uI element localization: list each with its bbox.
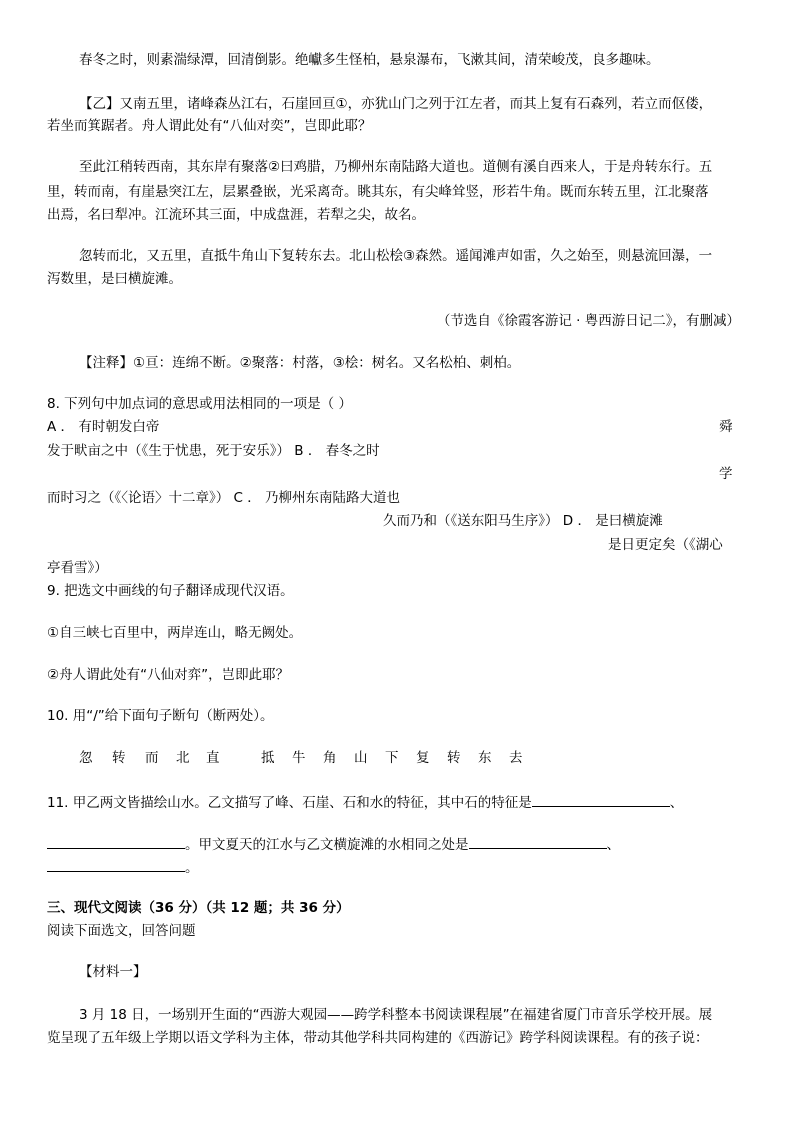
q9-item-2: ②舟人谓此处有“八仙对弈”，岂即此耶？ [47,667,290,683]
q10-sentence [79,749,529,767]
q11-text: 。甲文夏天的江水与乙文横旋滩的水相同之处是 [185,837,469,853]
q9-stem: 9. 把选文中画线的句子翻译成现代汉语。 [47,583,294,599]
section-title: 三、现代文阅读（36 分）（共 12 题；共 36 分） [47,900,350,916]
q10-char: 山 [354,750,368,766]
passage-yi-p1-line2: 若坐而箕踞者。舟人谓此处有“八仙对奕”，岂即此耶？ [47,118,372,134]
q9-item-1: ①自三峡七百里中，两岸连山，略无阙处。 [47,625,303,641]
section-instruction: 阅读下面选文，回答问题 [47,923,196,939]
q10-char: 角 [323,750,337,766]
answer-blank[interactable] [47,857,185,872]
passage-jia-line: 春冬之时，则素湍绿潭，回清倒影。绝巘多生怪柏，悬泉瀑布，飞漱其间，清荣峻茂，良多趣味。 [79,52,660,68]
q10-char: 转 [112,750,126,766]
q11-separator: 、 [669,795,684,811]
q8-line6: 亭看雪》） [47,560,108,576]
passage-yi-p2-line3: 出焉，名曰犁冲。江流环其三面，中成盘涯，若犁之尖，故名。 [47,207,425,223]
q8-option-a-right: 舜 [719,419,733,435]
q11-line3 [47,857,199,877]
passage-notes: 【注释】①亘：连绵不断。②聚落：村落，③桧：树名。又名松柏、刺柏。 [79,355,521,371]
q11-line1 [47,792,683,812]
q8-line2-right: 学 [719,466,733,482]
answer-blank[interactable] [532,792,670,807]
q8-line3: 而时习之（《〈论语〉十二章》） C ． 乃柳州东南陆路大道也 [47,490,401,506]
q8-stem: 8. 下列句中加点词的意思或用法相同的一项是（ ） [47,396,352,412]
passage-yi-p2-line2: 里，转而南，有崖悬突江左，层累叠嵌，光采离奇。眺其东，有尖峰耸竖，形若牛角。既而东转五里，江北聚落 [47,184,709,200]
material-para-line2: 览呈现了五年级上学期以语文学科为主体，带动其他学科共同构建的《西游记》跨学科阅读课程。有的孩子说： [47,1030,709,1046]
q8-line2: 发于畎亩之中（《生于忧患，死于安乐》） B ． 春冬之时 [47,443,380,459]
passage-yi-p2-line1: 至此江稍转西南，其东岸有聚落②曰鸡腊，乃柳州东南陆路大道也。道侧有溪自西来人，于是舟转东行。五 [79,159,713,175]
q11-text: 11. 甲乙两文皆描绘山水。乙文描写了峰、石崖、石和水的特征，其中石的特征是 [47,795,532,811]
q10-char: 忽 [79,750,93,766]
passage-yi-p3-line2: 泻数里，是曰横旋滩。 [47,271,182,287]
q10-stem: 10. 用“/”给下面句子断句（断两处）。 [47,708,274,724]
q8-line5: 是日更定矣（《湖心 [608,537,723,553]
passage-source: （节选自《徐霞客游记 · 粤西游日记二》，有删减） [436,313,740,329]
q10-char: 东 [478,750,492,766]
q10-char: 而 [145,750,159,766]
q10-char: 抵 [261,750,275,766]
q10-char: 下 [385,750,399,766]
answer-blank[interactable] [469,834,607,849]
q10-char: 北 [176,750,190,766]
q8-option-a: A ． 有时朝发白帝 [47,419,160,435]
passage-yi-p3-line1: 忽转而北，又五里，直抵牛角山下复转东去。北山松桧③森然。遥闻滩声如雷，久之始至，则悬流回瀑，一 [79,248,713,264]
material-label: 【材料一】 [79,964,147,980]
q11-separator: 。 [185,860,199,876]
answer-blank[interactable] [47,834,185,849]
material-para-line1: 3 月 18 日，一场别开生面的“西游大观园——跨学科整本书阅读课程展”在福建省厦门市音乐学校开展。展 [79,1007,713,1023]
q10-char: 直 [206,750,220,766]
q11-separator: 、 [606,837,620,853]
q10-char: 转 [447,750,461,766]
q10-char: 复 [416,750,430,766]
passage-yi-p1-line1: 【乙】又南五里，诸峰森丛江右，石崖回亘①，亦犹山门之列于江左者，而其上复有石森列，若立而伛偻， [79,96,713,112]
q11-line2 [47,834,620,854]
q10-char: 去 [509,750,523,766]
q8-line4: 久而乃和（《送东阳马生序》） D ． 是曰横旋滩 [383,513,663,529]
q10-char: 牛 [292,750,306,766]
